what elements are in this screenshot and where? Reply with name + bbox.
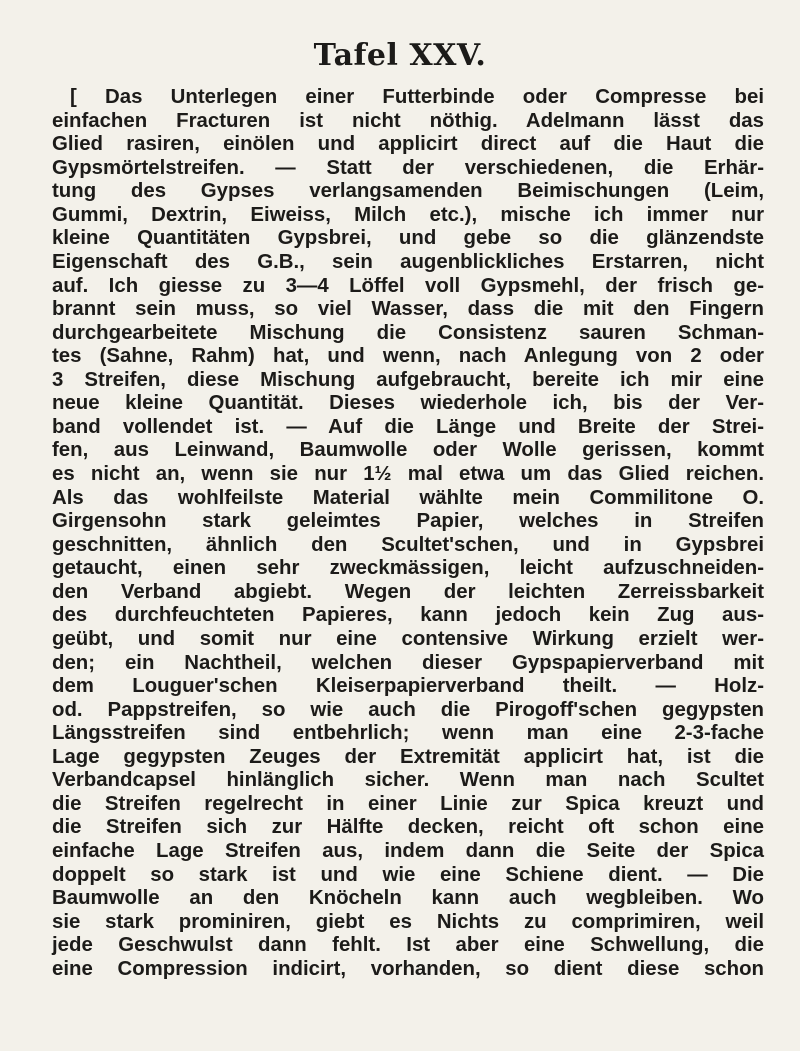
text-line: Gummi, Dextrin, Eiweiss, Milch etc.), mische ich immer nur [52, 203, 764, 226]
text-line: geschnitten, ähnlich den Scultet'schen, und in Gypsbrei [52, 533, 764, 556]
text-line: die Streifen regelrecht in einer Linie zur Spica kreuzt und [52, 792, 764, 815]
text-line: neue kleine Quantität. Dieses wiederhole ich, bis der Ver- [52, 392, 764, 415]
text-line: tung des Gypses verlangsamenden Beimischungen (Leim, [52, 180, 764, 203]
text-line: Girgensohn stark geleimtes Papier, welches in Streifen [52, 510, 764, 533]
text-line: od. Pappstreifen, so wie auch die Pirogoff'schen gegypsten [52, 698, 764, 721]
text-line: [ Das Unterlegen einer Futterbinde oder Compresse bei [70, 86, 764, 108]
text-line: die Streifen sich zur Hälfte decken, reicht oft schon eine [52, 816, 764, 839]
text-line: auf. Ich giesse zu 3—4 Löffel voll Gypsmehl, der frisch ge- [52, 274, 764, 297]
text-line: Verbandcapsel hinlänglich sicher. Wenn man nach Scultet [52, 769, 764, 792]
text-line: brannt sein muss, so viel Wasser, dass die mit den Fingern [52, 298, 764, 321]
text-line: Als das wohlfeilste Material wählte mein Commilitone O. [52, 486, 764, 509]
text-line: doppelt so stark ist und wie eine Schiene dient. — Die [52, 863, 764, 886]
text-line: sie stark prominiren, giebt es Nichts zu comprimiren, weil [52, 910, 764, 933]
text-line: jede Geschwulst dann fehlt. Ist aber eine Schwellung, die [52, 934, 764, 957]
text-line: des durchfeuchteten Papieres, kann jedoch kein Zug aus- [52, 604, 764, 627]
text-line: 3 Streifen, diese Mischung aufgebraucht, bereite ich mir eine [52, 368, 764, 391]
text-line: Längsstreifen sind entbehrlich; wenn man eine 2-3-fache [52, 722, 764, 745]
text-line: durchgearbeitete Mischung die Consistenz sauren Schman- [52, 321, 764, 344]
text-line: Glied rasiren, einölen und applicirt direct auf die Haut die [52, 133, 764, 156]
text-line: band vollendet ist. — Auf die Länge und Breite der Strei- [52, 415, 764, 438]
text-line: den Verband abgiebt. Wegen der leichten Zerreissbarkeit [52, 580, 764, 603]
text-line: einfache Lage Streifen aus, indem dann die Seite der Spica [52, 840, 764, 862]
text-line: tes (Sahne, Rahm) hat, und wenn, nach Anlegung von 2 oder [52, 345, 764, 368]
text-line: dem Louguer'schen Kleiserpapierverband theilt. — Holz- [52, 675, 764, 698]
body-text [52, 86, 764, 981]
text-line: fen, aus Leinwand, Baumwolle oder Wolle gerissen, kommt [52, 439, 764, 462]
plate-title: Tafel XXV. [313, 38, 487, 73]
text-line: Baumwolle an den Knöcheln kann auch wegbleiben. Wo [52, 887, 764, 910]
text-line: getaucht, einen sehr zweckmässigen, leicht aufzuschneiden- [52, 557, 764, 580]
text-line: eine Compression indicirt, vorhanden, so dient diese schon [52, 957, 764, 980]
text-line: geübt, und somit nur eine contensive Wirkung erzielt wer- [52, 627, 764, 650]
text-line: Gypsmörtelstreifen. — Statt der verschiedenen, die Erhär- [52, 156, 764, 179]
text-line: Lage gegypsten Zeuges der Extremität applicirt hat, ist die [52, 745, 764, 768]
text-line: es nicht an, wenn sie nur 1½ mal etwa um das Glied reichen. [52, 463, 764, 485]
text-line: Eigenschaft des G.B., sein augenblickliches Erstarren, nicht [52, 250, 764, 273]
text-line: kleine Quantitäten Gypsbrei, und gebe so die glänzendste [52, 227, 764, 250]
text-line: einfachen Fracturen ist nicht nöthig. Adelmann lässt das [52, 109, 764, 132]
text-line: den; ein Nachtheil, welchen dieser Gypspapierverband mit [52, 651, 764, 674]
